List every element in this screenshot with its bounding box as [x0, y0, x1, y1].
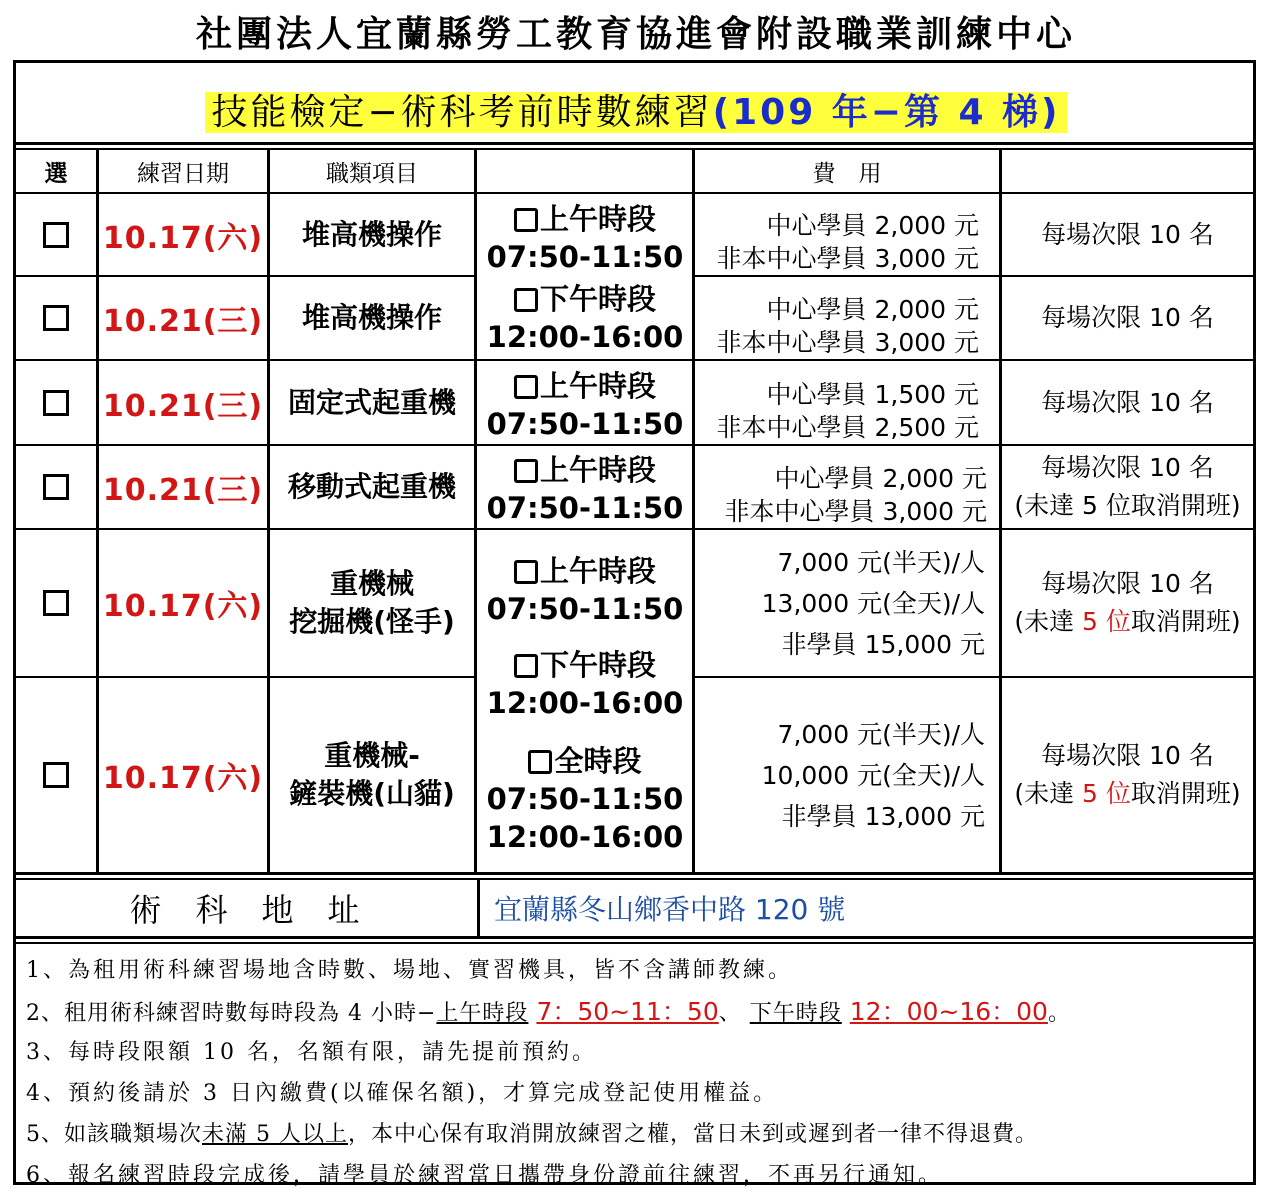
fee-cell: [695, 530, 999, 676]
am-slot-label: 上午時段: [539, 369, 656, 403]
header-time: [477, 150, 692, 192]
divider: [13, 942, 1256, 944]
table-row: [16, 361, 96, 444]
select-checkbox[interactable]: [43, 474, 69, 500]
banner-main: 技能檢定−術科考前時數練習: [211, 92, 713, 133]
fee-cell: [695, 277, 999, 359]
limit-text: 每場次限 10 名: [1041, 569, 1214, 598]
header-fee: 費 用: [812, 160, 882, 187]
divider: [13, 936, 1256, 939]
am-slot-time: 07:50-11:50: [486, 592, 684, 626]
am-slot-checkbox[interactable]: [514, 375, 538, 399]
limit-cell: [1002, 361, 1253, 444]
header-item: 職類項目: [326, 160, 418, 187]
divider: [13, 142, 1256, 145]
note-1: 1、為租用術科練習場地含時數、場地、實習機具，皆不含講師教練。: [26, 958, 793, 983]
pm-slot-checkbox[interactable]: [514, 288, 538, 312]
fee-nonmember: 非學員 15,000 元: [781, 629, 985, 659]
time-slots-block: [478, 200, 692, 356]
practice-date: 10.17(六): [102, 761, 264, 796]
cancel-condition: (未達 5 位取消開班): [1014, 491, 1241, 520]
fee-half-day: 7,000 元(半天)/人: [777, 547, 985, 577]
job-item: [270, 361, 474, 444]
fee-cell: [695, 361, 999, 444]
note-2: [26, 991, 1251, 1032]
job-item-label: 重機械-: [324, 739, 420, 773]
note-5-text: 5、如該職類場次: [26, 1122, 202, 1147]
header-date: 練習日期: [137, 160, 229, 187]
note-2-text: 2、租用術科練習時數每時段為 4 小時−: [26, 1001, 437, 1026]
cancel-condition-prefix: (未達: [1014, 779, 1083, 808]
note-5-underlined: 未滿 5 人以上: [202, 1122, 348, 1147]
job-item-sublabel: 挖掘機(怪手): [289, 605, 455, 638]
select-checkbox[interactable]: [43, 762, 69, 788]
table-row: [16, 446, 96, 528]
note-2-pm-time: 12：00~16：00: [849, 997, 1048, 1026]
address-value: 宜蘭縣冬山鄉香中路 120 號: [494, 893, 846, 926]
cancel-condition-suffix: 取消開班): [1130, 607, 1241, 636]
note-6: 6、報名練習時段完成後，請學員於練習當日攜帶身份證前往練習，不再另行通知。: [26, 1163, 943, 1188]
limit-cell: [1002, 277, 1253, 359]
fee-member: 中心學員 1,500 元: [766, 380, 979, 409]
cancel-condition-count: 5 位: [1082, 779, 1131, 808]
limit-cell: [1002, 678, 1253, 872]
time-slots-block: [478, 552, 692, 856]
table-row: [16, 194, 96, 275]
practice-date: 10.17(六): [102, 589, 264, 624]
limit-cell: [1002, 194, 1253, 275]
fee-full-day: 10,000 元(全天)/人: [761, 760, 985, 790]
header-limit: [1002, 150, 1253, 192]
fee-half-day: 7,000 元(半天)/人: [777, 719, 985, 749]
note-2-pm-label: 下午時段: [749, 1001, 842, 1026]
notes-list: [26, 950, 1251, 1196]
pm-slot-time: 12:00-16:00: [486, 320, 684, 354]
job-item: [270, 678, 474, 872]
am-slot-label: 上午時段: [539, 554, 656, 588]
job-item-sublabel: 鏟裝機(山貓): [289, 777, 455, 810]
practice-date: 10.21(三): [102, 473, 264, 508]
table-row: [16, 277, 96, 359]
limit-text: 每場次限 10 名: [1041, 741, 1214, 770]
pm-slot-label: 下午時段: [539, 648, 656, 682]
cancel-condition: [1014, 775, 1240, 813]
note-5: [26, 1114, 1251, 1155]
am-slot-label: 上午時段: [539, 453, 656, 487]
fee-nonmember: 非本中心學員 3,000 元: [716, 328, 979, 357]
fee-member: 中心學員 2,000 元: [766, 295, 979, 324]
am-slot-checkbox[interactable]: [514, 459, 538, 483]
limit-cell: [1002, 530, 1253, 676]
address-label: 術科地址: [129, 891, 394, 929]
practice-date: 10.17(六): [102, 220, 264, 256]
full-slot-time-pm: 12:00-16:00: [486, 820, 684, 854]
limit-text: 每場次限 10 名: [1041, 453, 1214, 482]
am-slot-time: 07:50-11:50: [486, 407, 684, 441]
practice-date: 10.21(三): [102, 304, 264, 339]
banner-highlight: [205, 92, 1066, 133]
am-slot-time: 07:50-11:50: [486, 491, 684, 525]
select-checkbox[interactable]: [43, 222, 69, 248]
time-slots-block: [478, 451, 692, 527]
fee-full-day: 13,000 元(全天)/人: [761, 588, 985, 618]
fee-nonmember: 非本中心學員 3,000 元: [724, 497, 987, 526]
am-slot-time: 07:50-11:50: [486, 240, 684, 274]
note-4: 4、預約後請於 3 日內繳費(以確保名額)，才算完成登記使用權益。: [26, 1081, 779, 1106]
note-3: 3、每時段限額 10 名，名額有限，請先提前預約。: [26, 1040, 597, 1065]
practice-date: 10.21(三): [102, 388, 264, 424]
fee-cell: [695, 678, 999, 872]
select-checkbox[interactable]: [43, 305, 69, 331]
pm-slot-label: 下午時段: [539, 282, 656, 316]
fee-member: 中心學員 2,000 元: [766, 211, 979, 240]
fee-member: 中心學員 2,000 元: [774, 464, 987, 493]
limit-text: 每場次限 10 名: [1041, 219, 1214, 249]
job-item: [270, 446, 474, 528]
organization-title: 社團法人宜蘭縣勞工教育協進會附設職業訓練中心: [195, 13, 1076, 55]
job-item: [270, 530, 474, 676]
table-row: [16, 530, 96, 676]
cancel-condition-prefix: (未達: [1014, 607, 1083, 636]
cancel-condition-count: 5 位: [1082, 607, 1131, 636]
limit-cell: [1002, 446, 1253, 528]
note-2-am-label: 上午時段: [436, 1001, 529, 1026]
pm-slot-checkbox[interactable]: [514, 654, 538, 678]
banner-title: [0, 84, 1272, 135]
am-slot-label: 上午時段: [539, 202, 656, 236]
note-2-end: 。: [1047, 1001, 1071, 1026]
fee-cell: [695, 446, 999, 528]
cancel-condition-suffix: 取消開班): [1130, 779, 1241, 808]
select-checkbox[interactable]: [43, 590, 69, 616]
full-slot-time-am: 07:50-11:50: [486, 782, 684, 816]
fee-nonmember: 非本中心學員 3,000 元: [716, 244, 979, 273]
divider: [13, 872, 1256, 875]
job-item-label: 重機械: [329, 567, 414, 601]
time-slots-block: [478, 367, 692, 443]
full-slot-checkbox[interactable]: [528, 750, 552, 774]
job-item-label: 堆高機操作: [301, 217, 442, 251]
am-slot-checkbox[interactable]: [514, 560, 538, 584]
divider: [474, 148, 477, 874]
cancel-condition: [1014, 603, 1240, 641]
am-slot-checkbox[interactable]: [514, 208, 538, 232]
limit-text: 每場次限 10 名: [1041, 303, 1214, 332]
full-slot-label: 全時段: [554, 744, 642, 778]
limit-text: 每場次限 10 名: [1041, 387, 1214, 417]
fee-nonmember: 非本中心學員 2,500 元: [716, 413, 979, 442]
note-2-sep: 、: [718, 1001, 742, 1026]
job-item: [270, 194, 474, 275]
note-5-rest: ，本中心保有取消開放練習之權，當日未到或遲到者一律不得退費。: [347, 1122, 1038, 1147]
job-item-label: 堆高機操作: [301, 301, 442, 335]
header-select: 選: [44, 160, 68, 187]
fee-cell: [695, 194, 999, 275]
job-item: [270, 277, 474, 359]
job-item-label: 移動式起重機: [287, 470, 456, 504]
fee-nonmember: 非學員 13,000 元: [781, 801, 985, 831]
banner-tag: (109 年−第 4 梯): [712, 92, 1061, 133]
note-2-am-time: 7：50~11：50: [536, 997, 719, 1026]
select-checkbox[interactable]: [43, 390, 69, 416]
job-item-label: 固定式起重機: [287, 385, 456, 419]
pm-slot-time: 12:00-16:00: [486, 686, 684, 720]
table-row: [16, 678, 96, 872]
